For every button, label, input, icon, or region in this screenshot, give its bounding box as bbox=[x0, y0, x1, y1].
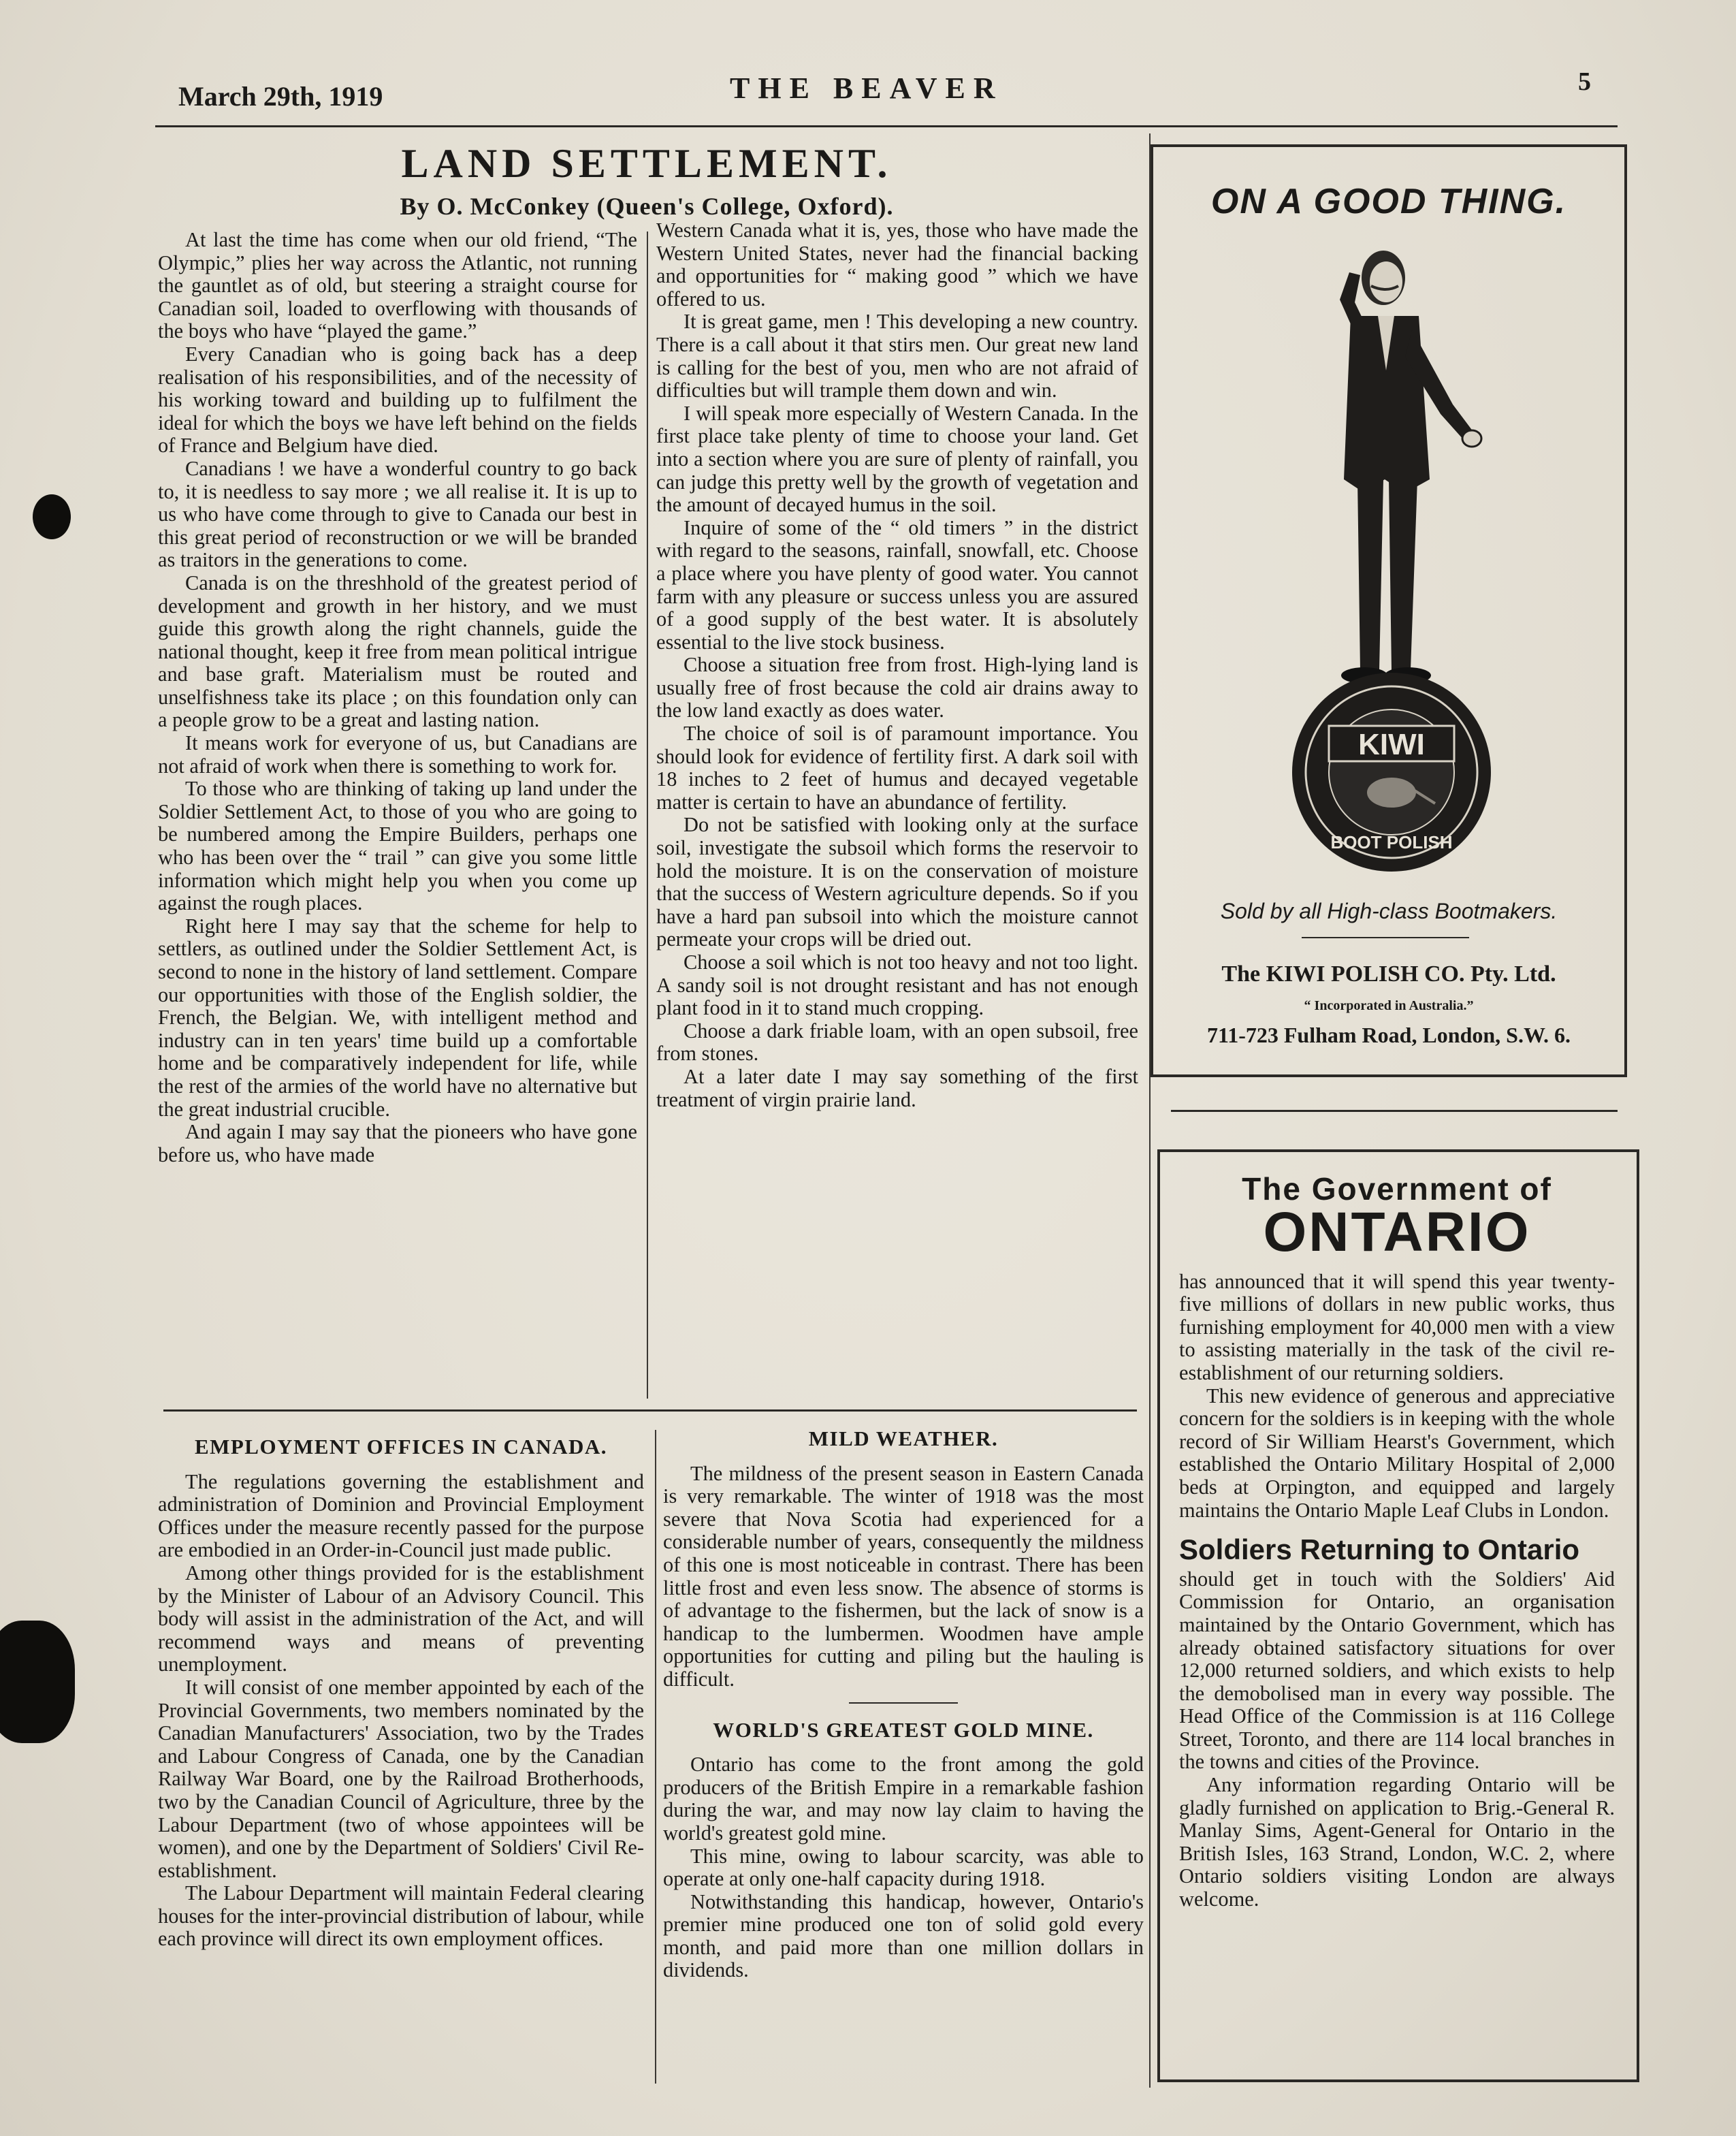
kiwi-polish-tin-icon bbox=[1289, 670, 1494, 874]
page-number: 5 bbox=[1578, 67, 1591, 96]
paragraph: This new evidence of generous and appreciative concern for the soldiers is in keeping with the whole record of Sir William Hearst's Government, which established the Ontario Military Hospital of 2,000 beds at Orpington, and equipped and largely maintains the Ontario Maple Leaf Clubs in London. bbox=[1179, 1384, 1615, 1522]
paragraph: I will speak more especially of Western Canada. In the first place take plenty of time to choose your land. Get into a section where you are sure of plenty of rainfall, you can judge this pretty well by the growth of vegetation and the amount of decayed humus in the soil. bbox=[656, 401, 1138, 517]
paragraph: It means work for everyone of us, but Canadians are not afraid of work when there is something to work for. bbox=[158, 731, 637, 778]
paragraph: The Labour Department will maintain Federal clearing houses for the inter-provincial distribution of labour, while each province will direct its own employment offices. bbox=[158, 1881, 644, 1951]
paragraph: And again I may say that the pioneers who have gone before us, who have made bbox=[158, 1120, 637, 1166]
section-title: WORLD'S GREATEST GOLD MINE. bbox=[713, 1717, 1094, 1742]
ad-subheading: Soldiers Returning to Ontario bbox=[1179, 1533, 1580, 1566]
employment-section bbox=[158, 1435, 644, 2089]
paragraph: Canadians ! we have a wonderful country to go back to, it is needless to say more ; we all realise it. It is up to us who have come through to give to Canada our best in this great period of reconstruction or we will be branded as traitors in the generations to come. bbox=[158, 456, 637, 572]
ad-company: The KIWI POLISH CO. Pty. Ltd. bbox=[1221, 961, 1556, 987]
column-rule bbox=[655, 1430, 656, 2084]
ad-separator-rule bbox=[1171, 1110, 1618, 1112]
issue-date: March 29th, 1919 bbox=[178, 81, 383, 112]
ad-tagline: Sold by all High-class Bootmakers. bbox=[1220, 899, 1558, 923]
paragraph: Choose a situation free from frost. High-lying land is usually free of frost because the cold air drains away to the low land exactly as does water. bbox=[656, 653, 1138, 722]
paragraph: Ontario has come to the front among the gold producers of the British Empire in a remarkable fashion during the war, and may now lay claim to having the world's greatest gold mine. bbox=[663, 1753, 1144, 1845]
paragraph: should get in touch with the Soldiers' Aid Commission for Ontario, an organisation maintained by the Ontario Government, which has already obtained satisfactory situations for over 12,000 returned soldiers, and which exists to help the demobolised man in every way possible. The Head Office of the Commission is at 116 College Street, Toronto, and there are 114 local branches in the towns and cities of the Province. bbox=[1179, 1567, 1615, 1774]
section-divider bbox=[849, 1702, 958, 1704]
paragraph: The regulations governing the establishment and administration of Dominion and Provincial Employment Offices under the measure recently passed for the purpose are embodied in an Order-in-Council just made public. bbox=[158, 1469, 644, 1562]
masthead-title: THE BEAVER bbox=[730, 71, 1003, 105]
news-column-3 bbox=[663, 1427, 1144, 2088]
paragraph: Choose a dark friable loam, with an open subsoil, free from stones. bbox=[656, 1019, 1138, 1066]
ad-headline: ON A GOOD THING. bbox=[1210, 182, 1567, 221]
paragraph: Choose a soil which is not too heavy and not too light. A sandy soil is not drought resistant and has not enough plant food in it to stand much cropping. bbox=[656, 951, 1138, 1020]
article-title: LAND SETTLEMENT. bbox=[401, 141, 893, 186]
article-end-rule bbox=[163, 1409, 1137, 1412]
paragraph: At a later date I may say something of the first treatment of virgin prairie land. bbox=[656, 1064, 1138, 1111]
ontario-ad-body bbox=[1179, 1152, 1615, 1911]
paragraph: Right here I may say that the scheme for help to settlers, as outlined under the Soldier Settlement Act, is second to none in the history of land settlement. Compare our opportunities with those of the English soldier, the French, the Belgian. We, with intelligent method and industry can in ten years' time build up a comfortable home and be comparatively independent for life, while the rest of the armies of the world have no alternative but the great industrial crucible. bbox=[158, 914, 637, 1121]
header-rule bbox=[155, 125, 1618, 127]
paragraph: It will consist of one member appointed by each of the Provincial Governments, two members nominated by the Canadian Manufacturers' Association, two by the Trades and Labour Congress of Canada, one by the Canadian Railway War Board, one by the Railroad Brotherhoods, two by the Canadian Council of Agriculture, three by the Labour Department (two of whose appointees will be women), and one by the Department of Soldiers' Civil Re-establishment. bbox=[158, 1675, 644, 1882]
tin-label: BOOT POLISH bbox=[1330, 832, 1453, 852]
paragraph: Among other things provided for is the establishment by the Minister of Labour of an Advisory Council. This body will assist in the administration of the Act, and will recommend ways and means of preventing unemployment. bbox=[158, 1561, 644, 1676]
ad-incorporated: “ Incorporated in Australia.” bbox=[1304, 998, 1474, 1013]
paragraph: Western Canada what it is, yes, those who have made the Western United States, never had the financial backing and opportunities for “ making good ” which we have offered to us. bbox=[656, 219, 1138, 310]
paragraph: The mildness of the present season in Eastern Canada is very remarkable. The winter of 1918 was the most severe that Nova Scotia had experienced for a considerable number of years, consequently the mildness of this one is most noticeable in contrast. There has been little frost and even less snow. The absence of storms is of advantage to the fishermen, but the lack of snow is a handicap to the lumbermen. Woodmen have ample opportunities for cutting and piling but the hauling is difficult. bbox=[663, 1461, 1144, 1691]
article-column-2 bbox=[656, 219, 1138, 1399]
ad-divider bbox=[1302, 937, 1469, 938]
article-byline: By O. McConkey (Queen's College, Oxford). bbox=[400, 193, 894, 220]
section-title: EMPLOYMENT OFFICES IN CANADA. bbox=[194, 1435, 608, 1458]
punch-hole bbox=[33, 494, 71, 539]
paragraph: Canada is on the threshhold of the greatest period of development and growth in her history, and we must guide this growth along the right channels, guide the national thought, keep it free from mean political intrigue and base graft. Materialism must be routed and unselfishness take its place ; on this foundation only can a people grow to be a great and lasting nation. bbox=[158, 571, 637, 732]
ad-title-line1: The Government of bbox=[1242, 1171, 1552, 1207]
paragraph: Inquire of some of the “ old timers ” in the district with regard to the seasons, rainfall, snowfall, etc. Choose a place where you have plenty of good water. You cannot farm with any pleasure or success unless you are assured of a good supply of the best water. It is absolutely essential to the live stock business. bbox=[656, 515, 1138, 654]
paragraph: Every Canadian who is going back has a deep realisation of his responsibilities, and of the necessity of his working toward and building up to fulfilment the ideal for which the boys we have left behind on the fields of France and Belgium have died. bbox=[158, 342, 637, 458]
paragraph: To those who are thinking of taking up land under the Soldier Settlement Act, to those of you who are going to be numbered among the Empire Builders, perhaps one who has been over the “ trail ” can give you some little information which might help you when you come up against the rough places. bbox=[158, 777, 637, 915]
paragraph: has announced that it will spend this year twenty-five millions of dollars in new public works, thus furnishing employment for 40,000 men with a view to assisting materially in the task of the civil re-establishment of our returning soldiers. bbox=[1179, 1269, 1615, 1384]
column-rule bbox=[647, 232, 648, 1399]
punch-hole bbox=[0, 1621, 75, 1743]
article-column-1 bbox=[158, 229, 637, 1400]
paragraph: Do not be satisfied with looking only at the surface soil, investigate the subsoil which forms the reservoir to hold the moisture. It is on the conservation of moisture that the success of Western agriculture depends. So if you have a hard pan subsoil into which the moisture cannot permeate your crops will be dried out. bbox=[656, 813, 1138, 951]
paragraph: It is great game, men ! This developing a new country. There is a call about it that stirs men. Our great new land is calling for the best of you, men who are not afraid of difficulties but will trample them down and win. bbox=[656, 310, 1138, 402]
section-title: MILD WEATHER. bbox=[808, 1426, 999, 1450]
kiwi-advertisement bbox=[1151, 144, 1627, 1077]
paragraph: At last the time has come when our old friend, “The Olympic,” plies her way across the Atlantic, not running the gauntlet as of old, but steering a straight course for Canadian soil, loaded to overflowing with thousands of the boys who have “played the game.” bbox=[158, 228, 637, 343]
paragraph: Any information regarding Ontario will be gladly furnished on application to Brig.-General R. Manlay Sims, Agent-General for Ontario in the British Isles, 163 Strand, London, W.C. 2, where Ontario soldiers visiting London are always welcome. bbox=[1179, 1773, 1615, 1911]
paragraph: This mine, owing to labour scarcity, was able to operate at only one-half capacity during 1918. bbox=[663, 1844, 1144, 1891]
paragraph: Notwithstanding this handicap, however, Ontario's premier mine produced one ton of solid gold every month, and paid more than one million dollars in dividends. bbox=[663, 1890, 1144, 1982]
ontario-advertisement bbox=[1157, 1149, 1639, 2082]
tin-brand: KIWI bbox=[1358, 728, 1425, 761]
ad-title-line2: ONTARIO bbox=[1263, 1200, 1531, 1263]
paragraph: The choice of soil is of paramount importance. You should look for evidence of fertility first. A dark soil with 18 inches to 2 feet of humus and decayed vegetable matter is certain to have an abundance of fertility. bbox=[656, 722, 1138, 814]
ad-address: 711-723 Fulham Road, London, S.W. 6. bbox=[1206, 1023, 1571, 1047]
